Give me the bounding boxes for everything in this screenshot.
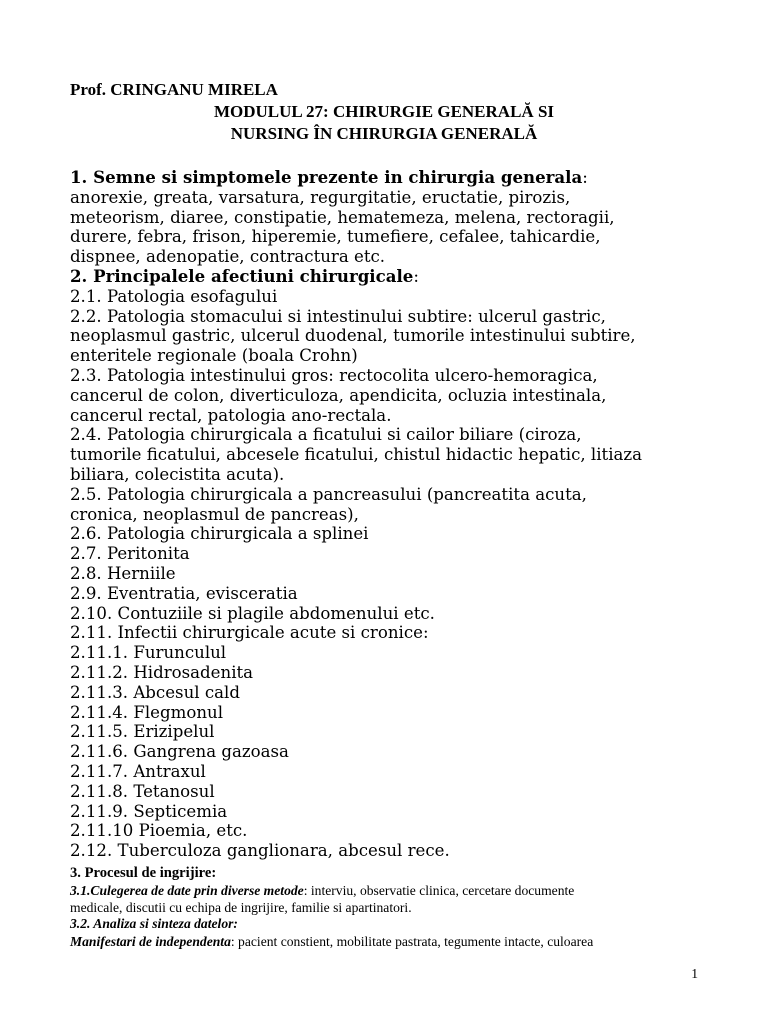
pathology-line: cronica, neoplasmul de pancreas), <box>70 504 359 524</box>
author-name: Prof. CRINGANU MIRELA <box>70 80 278 99</box>
pathology-line: 2.11.9. Septicemia <box>70 801 228 821</box>
pathology-line: 2.11.3. Abcesul cald <box>70 682 240 702</box>
pathology-line: cancerul rectal, patologia ano-rectala. <box>70 405 392 425</box>
main-body <box>70 168 710 861</box>
symptom-line: anorexie, greata, varsatura, regurgitatie, eructatie, pirozis, <box>70 187 571 207</box>
section-2-heading: 2. Principalele afectiuni chirurgicale: <box>70 265 419 286</box>
care-process-section <box>70 864 710 952</box>
pathology-line: 2.5. Patologia chirurgicala a pancreasului (pancreatita acuta, <box>70 484 587 504</box>
pathology-line: 2.11.2. Hidrosadenita <box>70 662 254 682</box>
symptom-line: dispnee, adenopatie, contractura etc. <box>70 247 386 267</box>
pathology-line: biliara, colecistita acuta). <box>70 464 285 484</box>
independence-line: Manifestari de independenta: pacient constient, mobilitate pastrata, tegumente intacte, culoarea <box>70 934 594 950</box>
pathology-line: 2.7. Peritonita <box>70 544 190 564</box>
pathology-line: 2.2. Patologia stomacului si intestinului subtire: ulcerul gastric, <box>70 306 606 326</box>
pathology-line: 2.8. Herniile <box>70 563 176 583</box>
pathology-line: 2.11.5. Erizipelul <box>70 722 215 742</box>
data-collection-continuation: medicale, discutii cu echipa de ingrijire, familie si apartinatori. <box>70 899 412 915</box>
pathology-line: neoplasmul gastric, ulcerul duodenal, tumorile intestinului subtire, <box>70 326 636 346</box>
pathology-line: 2.1. Patologia esofagului <box>70 286 278 306</box>
pathology-line: 2.6. Patologia chirurgicala a splinei <box>70 524 369 544</box>
symptom-line: meteorism, diaree, constipatie, hematemeza, melena, rectoragii, <box>70 207 615 227</box>
module-title-line-1: MODULUL 27: CHIRURGIE GENERALĂ SI <box>213 102 555 121</box>
pathology-line: tumorile ficatului, abcesele ficatului, chistul hidactic hepatic, litiaza <box>70 445 643 465</box>
pathology-line: 2.9. Eventratia, evisceratia <box>70 583 298 603</box>
pathology-line: 2.12. Tuberculoza ganglionara, abcesul rece. <box>70 841 450 861</box>
pathology-line: cancerul de colon, diverticuloza, apendicita, ocluzia intestinala, <box>70 385 607 405</box>
section-3-heading: 3. Procesul de ingrijire: <box>70 865 217 881</box>
pathology-line: 2.11. Infectii chirurgicale acute si cronice: <box>70 623 429 643</box>
pathology-line: 2.4. Patologia chirurgicala a ficatului si cailor biliare (ciroza, <box>70 425 582 445</box>
pathology-line: 2.11.4. Flegmonul <box>70 702 223 722</box>
pathology-line: 2.11.1. Furunculul <box>70 643 227 663</box>
data-collection-line: 3.1.Culegerea de date prin diverse metode: interviu, observatie clinica, cercetare documente <box>70 883 575 899</box>
pathology-line: 2.3. Patologia intestinului gros: rectocolita ulcero-hemoragica, <box>70 365 598 385</box>
page-number: 1 <box>691 966 698 981</box>
symptom-line: durere, febra, frison, hiperemie, tumefiere, cefalee, tahicardie, <box>70 227 601 247</box>
pathology-line: 2.10. Contuziile si plagile abdomenului etc. <box>70 603 435 623</box>
pathology-line: 2.11.8. Tetanosul <box>70 781 215 801</box>
module-title-line-2: NURSING ÎN CHIRURGIA GENERALĂ <box>230 124 538 143</box>
section-1-heading: 1. Semne si simptomele prezente in chirurgia generala: <box>70 167 588 187</box>
pathology-line: 2.11.7. Antraxul <box>70 761 206 781</box>
pathology-line: 2.11.10 Pioemia, etc. <box>70 821 248 841</box>
pathology-line: 2.11.6. Gangrena gazoasa <box>70 742 289 762</box>
analysis-heading: 3.2. Analiza si sinteza datelor: <box>70 916 238 932</box>
pathology-line: enteritele regionale (boala Crohn) <box>70 346 358 366</box>
